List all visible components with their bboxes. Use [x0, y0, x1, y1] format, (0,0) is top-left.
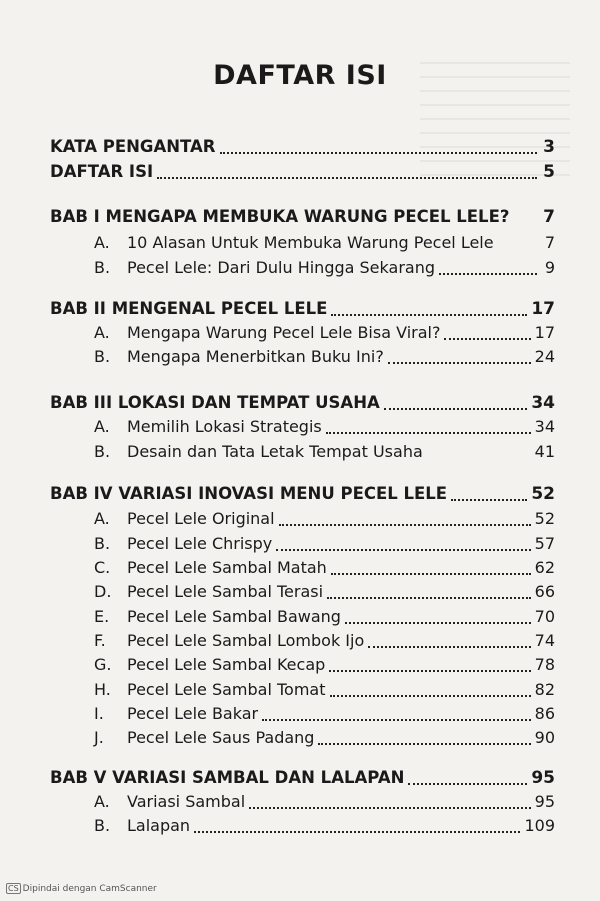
dot-leader [318, 743, 530, 745]
entry-label [94, 417, 322, 436]
entry-page-number: 41 [534, 442, 555, 461]
dot-leader [331, 573, 531, 575]
entry-page-number: 52 [531, 484, 555, 504]
toc-section-entry [94, 704, 555, 723]
entry-letter: G. [94, 655, 112, 674]
entry-title: Pecel Lele Sambal Lombok Ijo [127, 631, 365, 650]
entry-page-number: 95 [534, 792, 555, 811]
entry-label [94, 704, 258, 723]
toc-chapter-entry [50, 137, 555, 157]
entry-title: Desain dan Tata Letak Tempat Usaha [127, 442, 423, 461]
dot-leader [157, 177, 537, 179]
entry-page-number: 9 [544, 258, 555, 277]
entry-page-number: 17 [534, 323, 555, 342]
dot-leader [279, 524, 531, 526]
entry-title: Memilih Lokasi Strategis [127, 417, 322, 436]
entry-title: Pecel Lele Saus Padang [127, 728, 315, 747]
entry-page-number: 34 [531, 393, 555, 413]
entry-letter: B. [94, 442, 111, 461]
toc-section-entry [94, 258, 555, 277]
entry-title: BAB II MENGENAL PECEL LELE [50, 299, 328, 318]
toc-section-entry [94, 347, 555, 366]
entry-page-number: 62 [534, 558, 555, 577]
entry-label [94, 582, 323, 601]
toc-chapter-entry [50, 162, 555, 182]
toc-chapter-entry [50, 299, 555, 319]
entry-page-number: 52 [534, 509, 555, 528]
dot-leader [329, 670, 530, 672]
toc-section-entry [94, 582, 555, 601]
entry-title: KATA PENGANTAR [50, 137, 216, 156]
entry-title: Pecel Lele Sambal Bawang [127, 607, 341, 626]
toc-chapter-entry [50, 768, 555, 788]
entry-letter: A. [94, 417, 110, 436]
entry-page-number: 95 [531, 768, 555, 788]
entry-label [94, 680, 326, 699]
entry-letter: F. [94, 631, 106, 650]
toc-section-entry [94, 631, 555, 650]
camscanner-logo-icon: CS [8, 884, 19, 893]
entry-letter: A. [94, 792, 110, 811]
entry-letter: A. [94, 509, 110, 528]
entry-letter: C. [94, 558, 111, 577]
entry-label [94, 347, 384, 366]
dot-leader [331, 314, 527, 316]
entry-title: Lalapan [127, 816, 191, 835]
entry-letter: A. [94, 233, 110, 252]
entry-title: 10 Alasan Untuk Membuka Warung Pecel Lele [127, 233, 494, 252]
entry-label [50, 162, 153, 181]
toc-section-entry [94, 792, 555, 811]
entry-title: Pecel Lele Sambal Terasi [127, 582, 324, 601]
entry-letter: I. [94, 704, 104, 723]
entry-page-number: 34 [534, 417, 555, 436]
entry-letter: B. [94, 816, 111, 835]
entry-title: Mengapa Warung Pecel Lele Bisa Viral? [127, 323, 441, 342]
page-title: DAFTAR ISI [213, 60, 387, 91]
entry-letter: B. [94, 258, 111, 277]
entry-label [94, 792, 245, 811]
entry-page-number: 7 [543, 207, 555, 227]
entry-letter: H. [94, 680, 111, 699]
entry-label [50, 393, 380, 412]
entry-title: DAFTAR ISI [50, 162, 154, 181]
entry-title: Pecel Lele Chrispy [127, 534, 273, 553]
entry-letter: B. [94, 347, 111, 366]
entry-page-number: 70 [534, 607, 555, 626]
entry-title: BAB V VARIASI SAMBAL DAN LALAPAN [50, 768, 405, 787]
toc-section-entry [94, 558, 555, 577]
dot-leader [262, 719, 531, 721]
entry-title: Pecel Lele: Dari Dulu Hingga Sekarang [127, 258, 435, 277]
entry-page-number: 3 [543, 137, 555, 157]
entry-label [94, 631, 364, 650]
entry-label [50, 484, 447, 503]
entry-label [94, 728, 314, 747]
toc-chapter-entry [50, 484, 555, 504]
entry-title: BAB IV VARIASI INOVASI MENU PECEL LELE [50, 484, 448, 503]
dot-leader [276, 549, 530, 551]
toc-chapter-entry [50, 207, 555, 227]
toc-section-entry [94, 323, 555, 342]
entry-letter: E. [94, 607, 110, 626]
scanner-watermark [6, 883, 157, 894]
dot-leader [408, 783, 527, 785]
toc-section-entry [94, 442, 555, 461]
dot-leader [220, 152, 537, 154]
toc-section-entry [94, 680, 555, 699]
toc-section-entry [94, 728, 555, 747]
dot-leader [388, 362, 531, 364]
dot-leader [194, 831, 520, 833]
entry-letter: A. [94, 323, 110, 342]
toc-section-entry [94, 816, 555, 835]
entry-letter: D. [94, 582, 112, 601]
dot-leader [326, 432, 531, 434]
entry-label [94, 534, 272, 553]
entry-page-number: 7 [544, 233, 555, 252]
toc-chapter-entry [50, 393, 555, 413]
dot-leader [368, 646, 530, 648]
entry-label [50, 207, 509, 226]
entry-label [94, 655, 325, 674]
toc-section-entry [94, 417, 555, 436]
entry-title: Pecel Lele Sambal Kecap [127, 655, 326, 674]
entry-label [94, 233, 494, 252]
entry-letter: J. [94, 728, 104, 747]
entry-label [50, 299, 327, 318]
entry-page-number: 90 [534, 728, 555, 747]
dot-leader [345, 622, 531, 624]
entry-label [50, 137, 216, 156]
entry-page-number: 82 [534, 680, 555, 699]
entry-title: BAB III LOKASI DAN TEMPAT USAHA [50, 393, 380, 412]
entry-title: Pecel Lele Sambal Tomat [127, 680, 326, 699]
entry-page-number: 78 [534, 655, 555, 674]
entry-label [94, 558, 327, 577]
entry-page-number: 57 [534, 534, 555, 553]
entry-title: Pecel Lele Bakar [127, 704, 259, 723]
entry-page-number: 109 [524, 816, 555, 835]
dot-leader [330, 695, 531, 697]
entry-title: Variasi Sambal [127, 792, 246, 811]
dot-leader [249, 807, 530, 809]
entry-label [50, 768, 404, 787]
dot-leader [444, 338, 530, 340]
entry-page-number: 66 [534, 582, 555, 601]
toc-section-entry [94, 534, 555, 553]
entry-title: BAB I MENGAPA MEMBUKA WARUNG PECEL LELE? [50, 207, 510, 226]
dot-leader [327, 597, 531, 599]
dot-leader [384, 408, 528, 410]
entry-label [94, 442, 423, 461]
toc-section-entry [94, 655, 555, 674]
entry-page-number: 5 [543, 162, 555, 182]
entry-letter: B. [94, 534, 111, 553]
toc-section-entry [94, 607, 555, 626]
dot-leader [451, 499, 527, 501]
scanner-watermark-text: Dipindai dengan CamScanner [22, 884, 157, 894]
entry-page-number: 74 [534, 631, 555, 650]
toc-section-entry [94, 233, 555, 252]
entry-label [94, 258, 435, 277]
dot-leader [439, 273, 537, 275]
entry-page-number: 17 [531, 299, 555, 319]
entry-title: Pecel Lele Original [127, 509, 275, 528]
entry-title: Mengapa Menerbitkan Buku Ini? [127, 347, 384, 366]
entry-label [94, 816, 190, 835]
entry-page-number: 24 [534, 347, 555, 366]
entry-label [94, 323, 440, 342]
entry-label [94, 509, 275, 528]
entry-title: Pecel Lele Sambal Matah [127, 558, 327, 577]
entry-label [94, 607, 341, 626]
entry-page-number: 86 [534, 704, 555, 723]
toc-section-entry [94, 509, 555, 528]
